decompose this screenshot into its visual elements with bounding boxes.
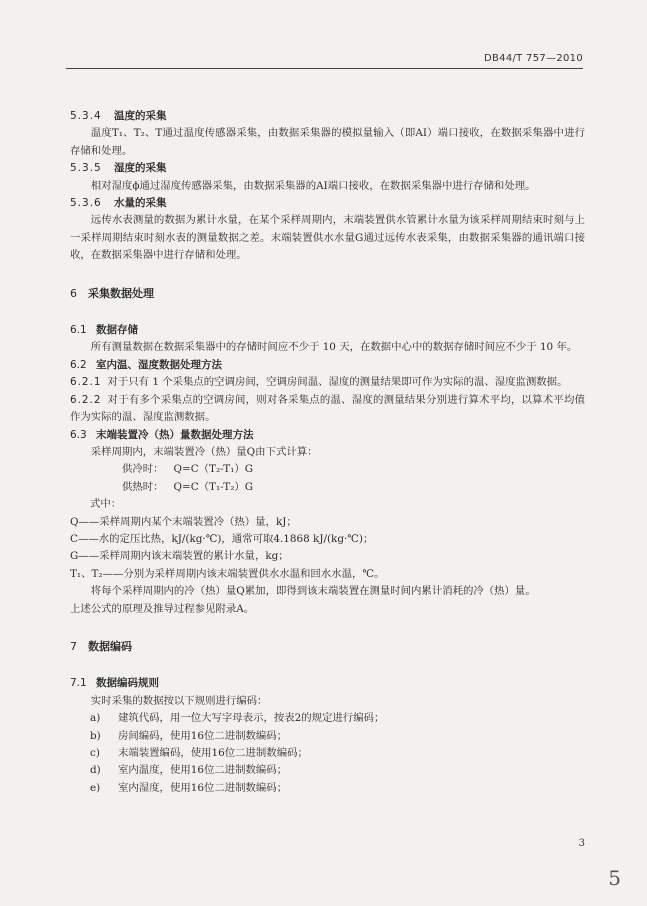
section-number: 7.1 xyxy=(70,677,87,690)
section-number: 6.3 xyxy=(70,428,87,441)
heading-5-3-5 xyxy=(70,160,585,177)
list-item-text: 末端装置编码，使用16位二进制数编码； xyxy=(118,747,308,759)
list-item xyxy=(70,745,585,762)
clause-text: 对于只有 1 个采集点的空调房间，空调房间温、湿度的测量结果即可作为实际的温、湿度监测数据。 xyxy=(107,376,568,389)
paragraph-humidity: 相对湿度ϕ通过湿度传感器采集，由数据采集器的AI端口接收，在数据采集器中进行存储和处理。 xyxy=(90,179,536,192)
heading-5-3-6 xyxy=(70,195,585,212)
section-title: 湿度的采集 xyxy=(114,162,167,175)
heading-6 xyxy=(70,285,585,302)
heading-7 xyxy=(70,638,585,655)
section-number: 5.3.4 xyxy=(70,110,102,122)
heading-5-3-4 xyxy=(70,108,585,125)
heading-7-1 xyxy=(70,675,585,692)
paragraph-accumulate: 将每个采样周期内的冷（热）量Q累加，即得到该末端装置在测量时间内累计消耗的冷（热）量。 xyxy=(90,585,536,598)
section-number: 5.3.5 xyxy=(70,162,102,175)
list-marker: a) xyxy=(90,712,101,725)
section-number: 7 xyxy=(70,639,77,653)
list-item-text: 房间编码，使用16位二进制数编码； xyxy=(118,729,288,742)
section-title: 温度的采集 xyxy=(114,110,167,122)
heading-6-2 xyxy=(70,357,585,374)
section-number: 6.1 xyxy=(70,324,87,337)
list-marker: d) xyxy=(90,764,101,777)
section-title: 末端装置冷（热）量数据处理方法 xyxy=(96,428,254,441)
document-code: DB44/T 757—2010 xyxy=(484,53,583,64)
list-marker: e) xyxy=(90,781,101,794)
clause-number: 6.2.2 xyxy=(70,393,102,406)
clause-number: 6.2.1 xyxy=(70,376,102,389)
list-item xyxy=(70,710,585,727)
section-number: 6.2 xyxy=(70,358,87,371)
section-number: 5.3.6 xyxy=(70,197,102,210)
section-title: 水量的采集 xyxy=(114,197,167,210)
list-item xyxy=(70,780,585,797)
paragraph-6-2-1 xyxy=(70,374,585,391)
list-item-text: 室内温度，使用16位二进制数编码； xyxy=(118,764,288,777)
section-title: 室内温、湿度数据处理方法 xyxy=(96,358,222,371)
paragraph-reference: 上述公式的原理及推导过程参见附录A。 xyxy=(70,602,255,615)
formula-intro: 采样周期内，末端装置冷（热）量Q由下式计算： xyxy=(90,445,318,458)
header-rule xyxy=(66,68,583,69)
handwritten-page-number: 5 xyxy=(608,866,621,890)
list-item-text: 室内湿度，使用16位二进制数编码； xyxy=(118,781,288,794)
section-title: 数据编码 xyxy=(88,639,132,653)
clause-text: 对于有多个采集点的空调房间，则对各采集点的温、湿度的测量结果分别进行算术平均，以算术平均值作为实际的温、湿度监测数据。 xyxy=(70,393,585,424)
definition-t: T₁、T₂——分别为采样周期内该末端装置供水水温和回水水温，℃。 xyxy=(70,567,385,580)
encoding-intro: 实时采集的数据按以下规则进行编码： xyxy=(90,694,268,707)
formula-heating: 供热时： Q=C（T₁-T₂）G xyxy=(122,480,254,493)
section-number: 6 xyxy=(70,286,77,300)
paragraph-6-2-2 xyxy=(70,392,585,427)
list-item xyxy=(70,762,585,779)
document-body xyxy=(70,108,585,797)
definition-g: G——采样周期内该末端装置的累计水量，kg； xyxy=(70,550,289,563)
heading-6-1 xyxy=(70,322,585,339)
paragraph-temperature: 温度T₁、T₂、T通过温度传感器采集，由数据采集器的模拟量输入（即AI）端口接收，在数据采集器中进行存储和处理。 xyxy=(70,127,585,157)
where-label: 式中： xyxy=(90,498,122,511)
paragraph-water: 远传水表测量的数据为累计水量，在某个采样周期内，末端装置供水管累计水量为该采样周期结束时刻与上一采样周期结束时刻水表的测量数据之差。末端装置供水水量G通过远传水表采集，由数据采集器的通讯端口接收，在数据采集器中进行存储和处理。 xyxy=(70,214,585,262)
section-title: 数据编码规则 xyxy=(96,677,159,690)
section-title: 数据存储 xyxy=(96,324,138,337)
list-marker: c) xyxy=(90,747,100,759)
paragraph-storage: 所有测量数据在数据采集器中的存储时间应不少于 10 天，在数据中心中的数据存储时间应不少于 10 年。 xyxy=(90,341,578,354)
section-title: 采集数据处理 xyxy=(88,286,154,300)
page-number: 3 xyxy=(578,838,585,849)
definition-q: Q——采样周期内某个末端装置冷（热）量，kJ； xyxy=(70,515,297,528)
heading-6-3 xyxy=(70,427,585,444)
definition-c: C——水的定压比热，kJ/(kg·℃)，通常可取4.1868 kJ/(kg·℃)； xyxy=(70,532,374,545)
list-item-text: 建筑代码，用一位大写字母表示，按表2的规定进行编码； xyxy=(118,712,385,725)
list-marker: b) xyxy=(90,729,101,742)
list-item xyxy=(70,728,585,745)
formula-cooling: 供冷时： Q=C（T₂-T₁）G xyxy=(122,463,254,476)
